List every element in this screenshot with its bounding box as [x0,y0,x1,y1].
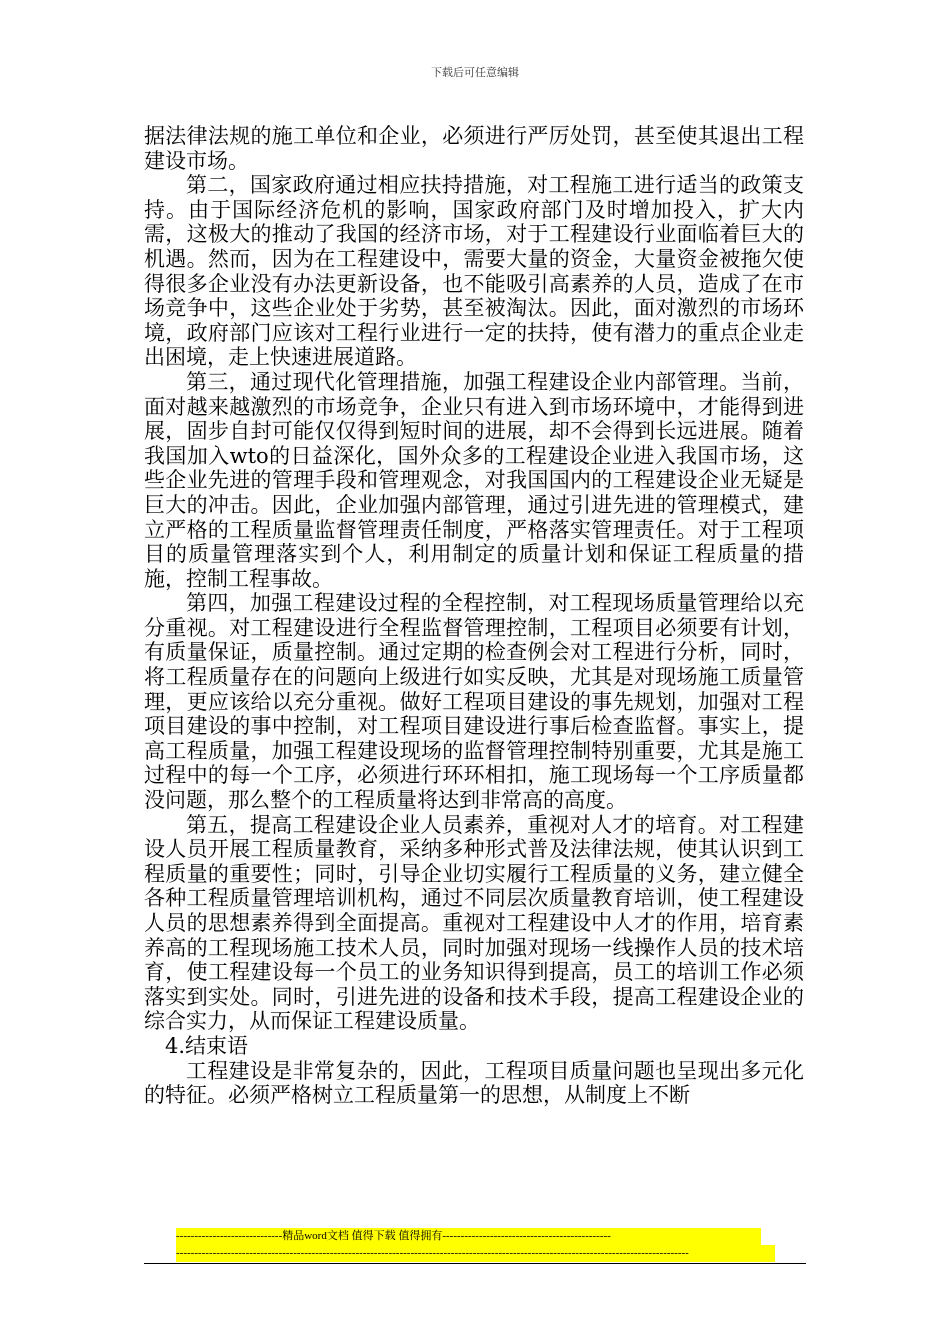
section-heading-conclusion: 4.结束语 [165,1033,249,1058]
paragraph-fifth-point: 第五，提高工程建设企业人员素养，重视对人才的培育。对工程建设人员开展工程质量教育，采纳多种形式普及法律法规，使其认识到工程质量的重要性；同时，引导企业切实履行工程质量的义务，建立健全各种工程质量管理培训机构，通过不同层次质量教育培训，使工程建设人员的思想素养得到全面提高。重视对工程建设中人才的作用，培育素养高的工程现场施工技术人员，同时加强对现场一线操作人员的技术培育，使工程建设每一个员工的业务知识得到提高，员工的培训工作必须落实到实处。同时，引进先进的设备和技术手段，提高工程建设企业的综合实力，从而保证工程建设质量。 [144,812,804,1034]
document-body [144,124,804,1108]
paragraph-third-point: 第三，通过现代化管理措施，加强工程建设企业内部管理。当前，面对越来越激烈的市场竞争，企业只有进入到市场环境中，才能得到进展，固步自封可能仅仅得到短时间的进展，却不会得到长远进展。随着我国加入wto的日益深化，国外众多的工程建设企业进入我国市场，这些企业先进的管理手段和管理观念，对我国国内的工程建设企业无疑是巨大的冲击。因此，企业加强内部管理，通过引进先进的管理模式，建立严格的工程质量监督管理责任制度，严格落实管理责任。对于工程项目的质量管理落实到个人，利用制定的质量计划和保证工程质量的措施，控制工程事故。 [144,369,804,591]
paragraph-conclusion: 工程建设是非常复杂的，因此，工程项目质量问题也呈现出多元化的特征。必须严格树立工程质量第一的思想，从制度上不断 [144,1058,804,1108]
paragraph-fourth-point: 第四，加强工程建设过程的全程控制，对工程现场质量管理给以充分重视。对工程建设进行全程监督管理控制，工程项目必须要有计划，有质量保证，质量控制。通过定期的检查例会对工程进行分析，同时，将工程质量存在的问题向上级进行如实反映，尤其是对现场施工质量管理，更应该给以充分重视。做好工程项目建设的事先规划，加强对工程项目建设的事中控制，对工程项目建设进行事后检查监督。事实上，提高工程质量，加强工程建设现场的监督管理控制特别重要，尤其是施工过程中的每一个工序，必须进行环环相扣，施工现场每一个工序质量都没问题，那么整个的工程质量将达到非常高的高度。 [144,591,804,813]
paragraph-second-point: 第二，国家政府通过相应扶持措施，对工程施工进行适当的政策支持。由于国际经济危机的影响，国家政府部门及时增加投入，扩大内需，这极大的推动了我国的经济市场，对于工程建设行业面临着巨大的机遇。然而，因为在工程建设中，需要大量的资金，大量资金被拖欠使得很多企业没有办法更新设备，也不能吸引高素养的人员，造成了在市场竞争中，这些企业处于劣势，甚至被淘汰。因此，面对激烈的市场环境，政府部门应该对工程行业进行一定的扶持，使有潜力的重点企业走出困境，走上快速进展道路。 [144,173,804,370]
paragraph-continuation: 据法律法规的施工单位和企业，必须进行严厉处罚，甚至使其退出工程建设市场。 [144,124,804,173]
footer-banner-text: -----------------------------精品word文档 值得下载 值得拥有---------------------------------------------- [176,1228,761,1245]
footer-banner-dashes: -------------------------------------------------------------------------------------------------------------------------------------------- [176,1245,775,1262]
footer-divider [144,1263,806,1264]
page-header-note: 下载后可任意编辑 [431,66,519,79]
